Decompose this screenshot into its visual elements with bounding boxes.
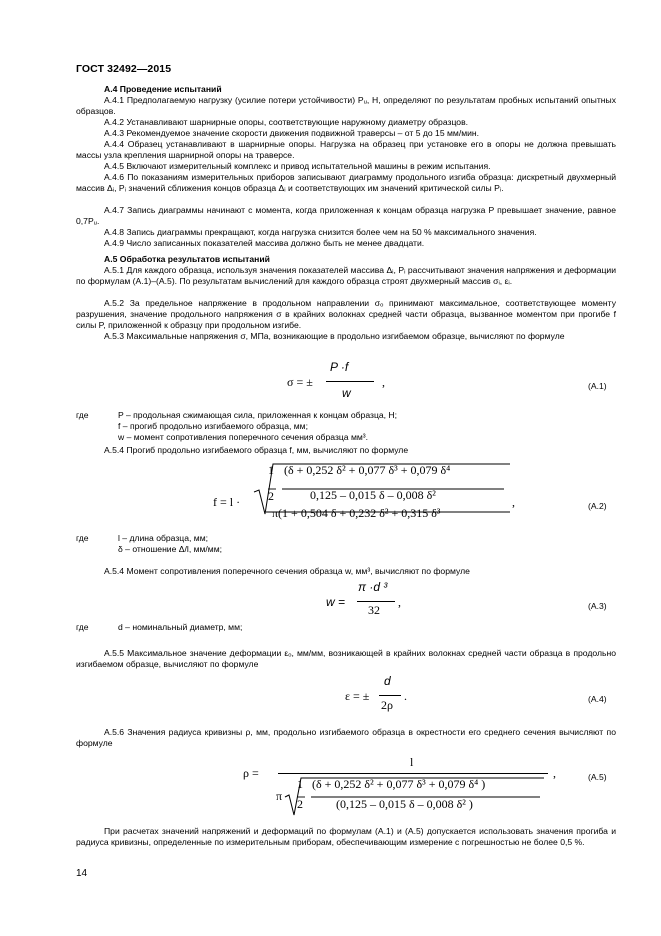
- formula-a3-number: (А.3): [588, 601, 607, 611]
- formula-a2-half-num: 1: [268, 463, 274, 477]
- where-a1-p: P – продольная сжимающая сила, приложенная к концам образца, Н;: [118, 410, 398, 420]
- formula-a5-half-num: 1: [297, 777, 303, 791]
- formula-a5-half-den: 2: [297, 797, 303, 811]
- formula-a1-number: (А.1): [588, 381, 607, 391]
- formula-a4-number: (А.4): [588, 694, 607, 704]
- para-a4-1: А.4.1 Предполагаемую нагрузку (усилие потери устойчивости) Pᵤ, Н, определяют по результатам пробных испытаний опытных образцов.: [76, 95, 616, 116]
- where-a1-w: w – момент сопротивления поперечного сечения образца мм³.: [118, 432, 369, 442]
- section-a5-title: А.5 Обработка результатов испытаний: [104, 254, 270, 264]
- where-label-1: где: [76, 410, 89, 420]
- formula-a2-inner-num: (δ + 0,252 δ² + 0,077 δ³ + 0,079 δ⁴: [284, 463, 451, 477]
- para-a5-2: А.5.2 За предельное напряжение в продольном направлении σₒ принимают максимальное, соответствующее моменту разрушения, значение продольного напряжения σ в крайних волокнах средней части образца, вызванное моментом при прогибе f силы P, приложенной к образцу при продольном изгибе.: [76, 298, 616, 330]
- para-a4-3: А.4.3 Рекомендуемое значение скорости движения подвижной траверсы – от 5 до 15 мм/мин.: [104, 128, 480, 138]
- para-a5-3: А.5.3 Максимальные напряжения σ, МПа, возникающие в продольно изгибаемом образце, вычисляют по формуле: [104, 331, 565, 341]
- formula-a1-num: P ·f: [330, 360, 349, 374]
- formula-a5-inner-den: (0,125 – 0,015 δ – 0,008 δ² ): [336, 797, 473, 811]
- page-number: 14: [76, 868, 88, 879]
- para-a5-7: А.5.6 Значения радиуса кривизны ρ, мм, продольно изгибаемого образца в окрестности его среднего сечения вычисляют по формуле: [76, 727, 616, 748]
- para-a4-7: А.4.7 Запись диаграммы начинают с момента, когда приложенная к концам образца нагрузка P превышает значение, равное 0,7Pᵤ.: [76, 205, 616, 226]
- formula-a2-lhs: f = l ·: [213, 495, 241, 509]
- fraction-bar: [379, 695, 401, 696]
- formula-a2-den: π(1 + 0,504 δ + 0,232 δ² + 0,315 δ³: [272, 506, 441, 520]
- formula-a3-den: 32: [368, 603, 380, 617]
- formula-a5-number: (А.5): [588, 772, 607, 782]
- para-a4-8: А.4.8 Запись диаграммы прекращают, когда нагрузка снизится более чем на 50 % максимального значения.: [104, 227, 537, 237]
- formula-a5-lhs: ρ =: [243, 766, 259, 780]
- formula-a3-tail: ,: [398, 595, 401, 609]
- para-a5-6: А.5.5 Максимальное значение деформации εₒ, мм/мм, возникающей в крайних волокнах средней части образца в продольно изгибаемом образце, вычисляют по формуле: [76, 648, 616, 669]
- where-a1-f: f – прогиб продольно изгибаемого образца, мм;: [118, 421, 308, 431]
- para-a4-2: А.4.2 Устанавливают шарнирные опоры, соответствующие наружному диаметру образцов.: [104, 117, 469, 127]
- formula-a1-tail: ,: [382, 375, 385, 389]
- formula-a2-number: (А.2): [588, 501, 607, 511]
- fraction-bar: [278, 773, 548, 774]
- formula-a3-lhs: w =: [326, 595, 346, 609]
- formula-a1-den: w: [342, 386, 351, 400]
- formula-a4-tail: .: [404, 689, 407, 703]
- fraction-bar: [326, 381, 374, 382]
- formula-a5-pi: π: [276, 789, 283, 803]
- formula-a5-inner-num: (δ + 0,252 δ² + 0,077 δ³ + 0,079 δ⁴ ): [312, 777, 486, 791]
- para-a5-5: А.5.4 Момент сопротивления поперечного сечения образца w, мм³, вычисляют по формуле: [104, 566, 470, 576]
- formula-a4-num: d: [384, 674, 391, 688]
- where-label-2: где: [76, 533, 89, 543]
- where-label-3: где: [76, 622, 89, 632]
- section-a4-title: А.4 Проведение испытаний: [104, 84, 222, 94]
- formula-a4-lhs: ε = ±: [345, 689, 370, 703]
- where-a2-delta: δ – отношение Δ/l, мм/мм;: [118, 544, 222, 554]
- para-a5-4: А.5.4 Прогиб продольно изгибаемого образца f, мм, вычисляют по формуле: [104, 445, 409, 455]
- formula-a5-tail: ,: [553, 766, 556, 780]
- where-a3-d: d – номинальный диаметр, мм;: [118, 622, 243, 632]
- where-a2-l: l – длина образца, мм;: [118, 533, 208, 543]
- para-a4-9: А.4.9 Число записанных показателей массива должно быть не менее двадцати.: [104, 238, 425, 248]
- para-a5-8: При расчетах значений напряжений и деформаций по формулам (А.1) и (А.5) допускается использовать значения прогиба и радиуса кривизны, определенные по измерительным приборам, обеспечивающим измерение с погрешностью не более 0,5 %.: [76, 826, 616, 847]
- formula-a3-num: π ·d ³: [358, 580, 388, 594]
- formula-a2-tail: ,: [512, 495, 515, 509]
- formula-a2-inner-den: 0,125 – 0,015 δ – 0,008 δ²: [310, 488, 436, 502]
- formula-a5-num: l: [410, 755, 414, 769]
- para-a4-4: А.4.4 Образец устанавливают в шарнирные опоры. Нагрузка на образец при установке его в опоры не должна превышать массы узла крепления шарнирной опоры на траверсе.: [76, 139, 616, 160]
- formula-a4-den: 2ρ: [381, 698, 393, 712]
- para-a5-1: А.5.1 Для каждого образца, используя значения показателей массива Δᵢ, Pᵢ рассчитывают значения напряжения и деформации по формулам (А.1)–(А.5). По результатам вычислений для каждого образца строят двухмерный массив σᵢ, εᵢ.: [76, 265, 616, 286]
- formula-a2-half-den: 2: [268, 489, 274, 503]
- fraction-bar: [357, 601, 395, 602]
- formula-a1-lhs: σ = ±: [287, 375, 313, 389]
- document-header: ГОСТ 32492—2015: [76, 63, 172, 75]
- para-a4-5: А.4.5 Включают измерительный комплекс и привод испытательной машины в режим испытания.: [104, 161, 491, 171]
- para-a4-6: А.4.6 По показаниям измерительных приборов записывают диаграмму продольного изгиба образца: дискретный двухмерный массив Δᵢ, Pᵢ значений сближения концов образца Δᵢ и соответствующих им значений критической силы Pᵢ.: [76, 172, 616, 193]
